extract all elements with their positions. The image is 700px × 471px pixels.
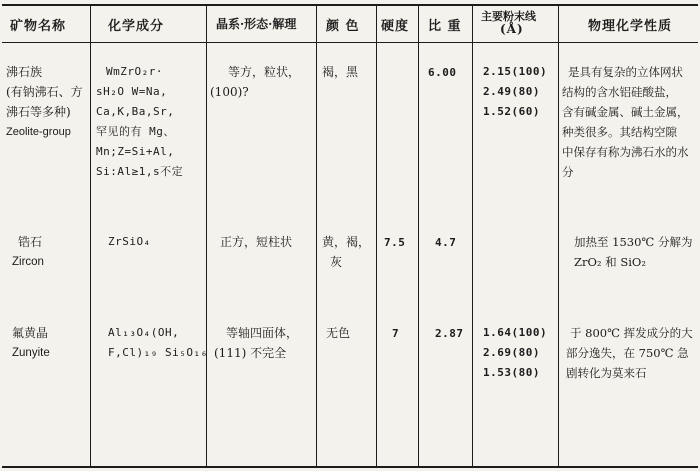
row3-name-line: 氟黄晶: [12, 326, 49, 340]
row2-crystal-line: 正方，短柱状: [220, 235, 293, 249]
row3-powder-line: 2.69(80): [483, 346, 540, 359]
header-chemical-composition: 化学成分: [108, 19, 165, 34]
row3-density: 2.87: [435, 327, 464, 340]
row1-formula-line: Si:Al≥1,s不定: [96, 165, 184, 178]
column-divider: [376, 5, 377, 467]
row2-formula: [108, 232, 151, 252]
row3-property-line: 于 800℃ 挥发成分的大: [570, 326, 693, 340]
row3-hardness: 7: [392, 327, 400, 340]
header-physicochemical-properties: 物理化学性质: [588, 19, 673, 34]
column-divider: [90, 5, 91, 467]
row1-property-line: 是具有复杂的立体网状: [568, 65, 683, 79]
column-divider: [558, 5, 559, 467]
row3-name-line: Zunyite: [12, 347, 50, 359]
row1-color-line: 褐，黑: [322, 65, 359, 79]
row2-property-line: ZrO₂ 和 SiO₂: [574, 255, 646, 269]
row1-density: 6.00: [428, 66, 457, 79]
row1-powder-line: 2.15(100): [483, 65, 548, 78]
row3-property-line: 剧转化为莫来石: [566, 366, 647, 380]
row1-powder-line: 2.49(80): [483, 85, 540, 98]
header-hardness: 硬度: [381, 19, 410, 34]
row3-formula-line: F,Cl)₁₉ Si₅O₁₆: [108, 346, 208, 359]
row1-formula-line: WmZrO₂r·: [106, 65, 163, 78]
header-angstrom-unit: (Å): [500, 22, 524, 36]
row1-formula-line: 罕见的有 Mg、: [96, 125, 175, 138]
row1-formula-line: Ca,K,Ba,Sr,: [96, 105, 175, 118]
row3-powder-lines: [483, 323, 547, 383]
row1-formula-line: Mn;Z=Si+Al,: [96, 145, 175, 158]
row1-formula: [96, 62, 183, 182]
row3-crystal-line: (111) 不完全: [214, 346, 287, 360]
row1-property-line: 分: [562, 165, 574, 179]
row1-powder-lines: [483, 62, 547, 122]
row1-name-line: (有钠沸石、方: [6, 85, 83, 99]
column-divider: [206, 5, 207, 467]
table-top-rule: [2, 4, 698, 6]
row3-color: [326, 323, 350, 343]
row1-powder-line: 1.52(60): [483, 105, 540, 118]
row3-crystal-line: 等轴四面体，: [226, 326, 299, 340]
row2-hardness: 7.5: [384, 236, 406, 249]
row1-mineral-name: [6, 62, 83, 142]
row2-crystal: [220, 232, 292, 252]
row1-name-line: Zeolite-group: [6, 126, 71, 138]
row1-crystal-line: 等方，粒状，: [228, 65, 301, 79]
column-divider: [418, 5, 419, 467]
row2-formula-line: ZrSiO₄: [108, 235, 151, 248]
row2-mineral-name: [10, 232, 44, 272]
row1-property-line: 含有碱金属、碱土金属，: [562, 105, 689, 119]
row1-property-line: 结构的含水铝硅酸盐，: [562, 85, 677, 99]
column-divider: [316, 5, 317, 467]
row1-name-line: 沸石族: [6, 65, 43, 79]
row1-formula-line: sH₂O W=Na,: [96, 85, 168, 98]
header-mineral-name: 矿物名称: [10, 19, 67, 34]
row2-color-line: 灰: [330, 255, 343, 269]
row3-formula: [108, 323, 208, 363]
column-divider: [472, 5, 473, 467]
row2-name-line: Zircon: [12, 256, 44, 268]
row3-crystal: [214, 323, 298, 363]
row3-property-line: 部分逸失，在 750℃ 急: [566, 346, 689, 360]
row1-properties: [562, 62, 689, 182]
row2-properties: [566, 232, 692, 272]
row3-properties: [566, 323, 693, 383]
row1-color: [322, 62, 358, 82]
row1-name-line: 沸石等多种): [6, 105, 71, 119]
row3-color-line: 无色: [326, 326, 351, 340]
table-bottom-rule: [2, 466, 698, 468]
header-powder-lines: 主要粉末线: [481, 10, 536, 23]
row2-property-line: 加热至 1530℃ 分解为: [574, 235, 693, 249]
row3-powder-line: 1.64(100): [483, 326, 548, 339]
row2-color: [322, 232, 370, 272]
row3-formula-line: Al₁₃O₄(OH,: [108, 326, 180, 339]
row3-mineral-name: [10, 323, 50, 363]
header-color: 颜 色: [326, 19, 360, 34]
header-crystal-system: 晶系·形态·解理: [216, 17, 297, 31]
row1-property-line: 种类很多。其结构空隙: [562, 125, 677, 139]
row3-powder-line: 1.53(80): [483, 366, 540, 379]
row2-name-line: 锆石: [18, 235, 43, 249]
row1-crystal-line: (100)?: [210, 85, 249, 99]
header-bottom-rule: [2, 42, 698, 43]
row1-property-line: 中保存有称为沸石水的水: [562, 145, 689, 159]
header-density: 比 重: [428, 19, 462, 34]
row2-density: 4.7: [435, 236, 457, 249]
row1-crystal: [210, 62, 300, 102]
row2-color-line: 黄，褐，: [322, 235, 371, 249]
